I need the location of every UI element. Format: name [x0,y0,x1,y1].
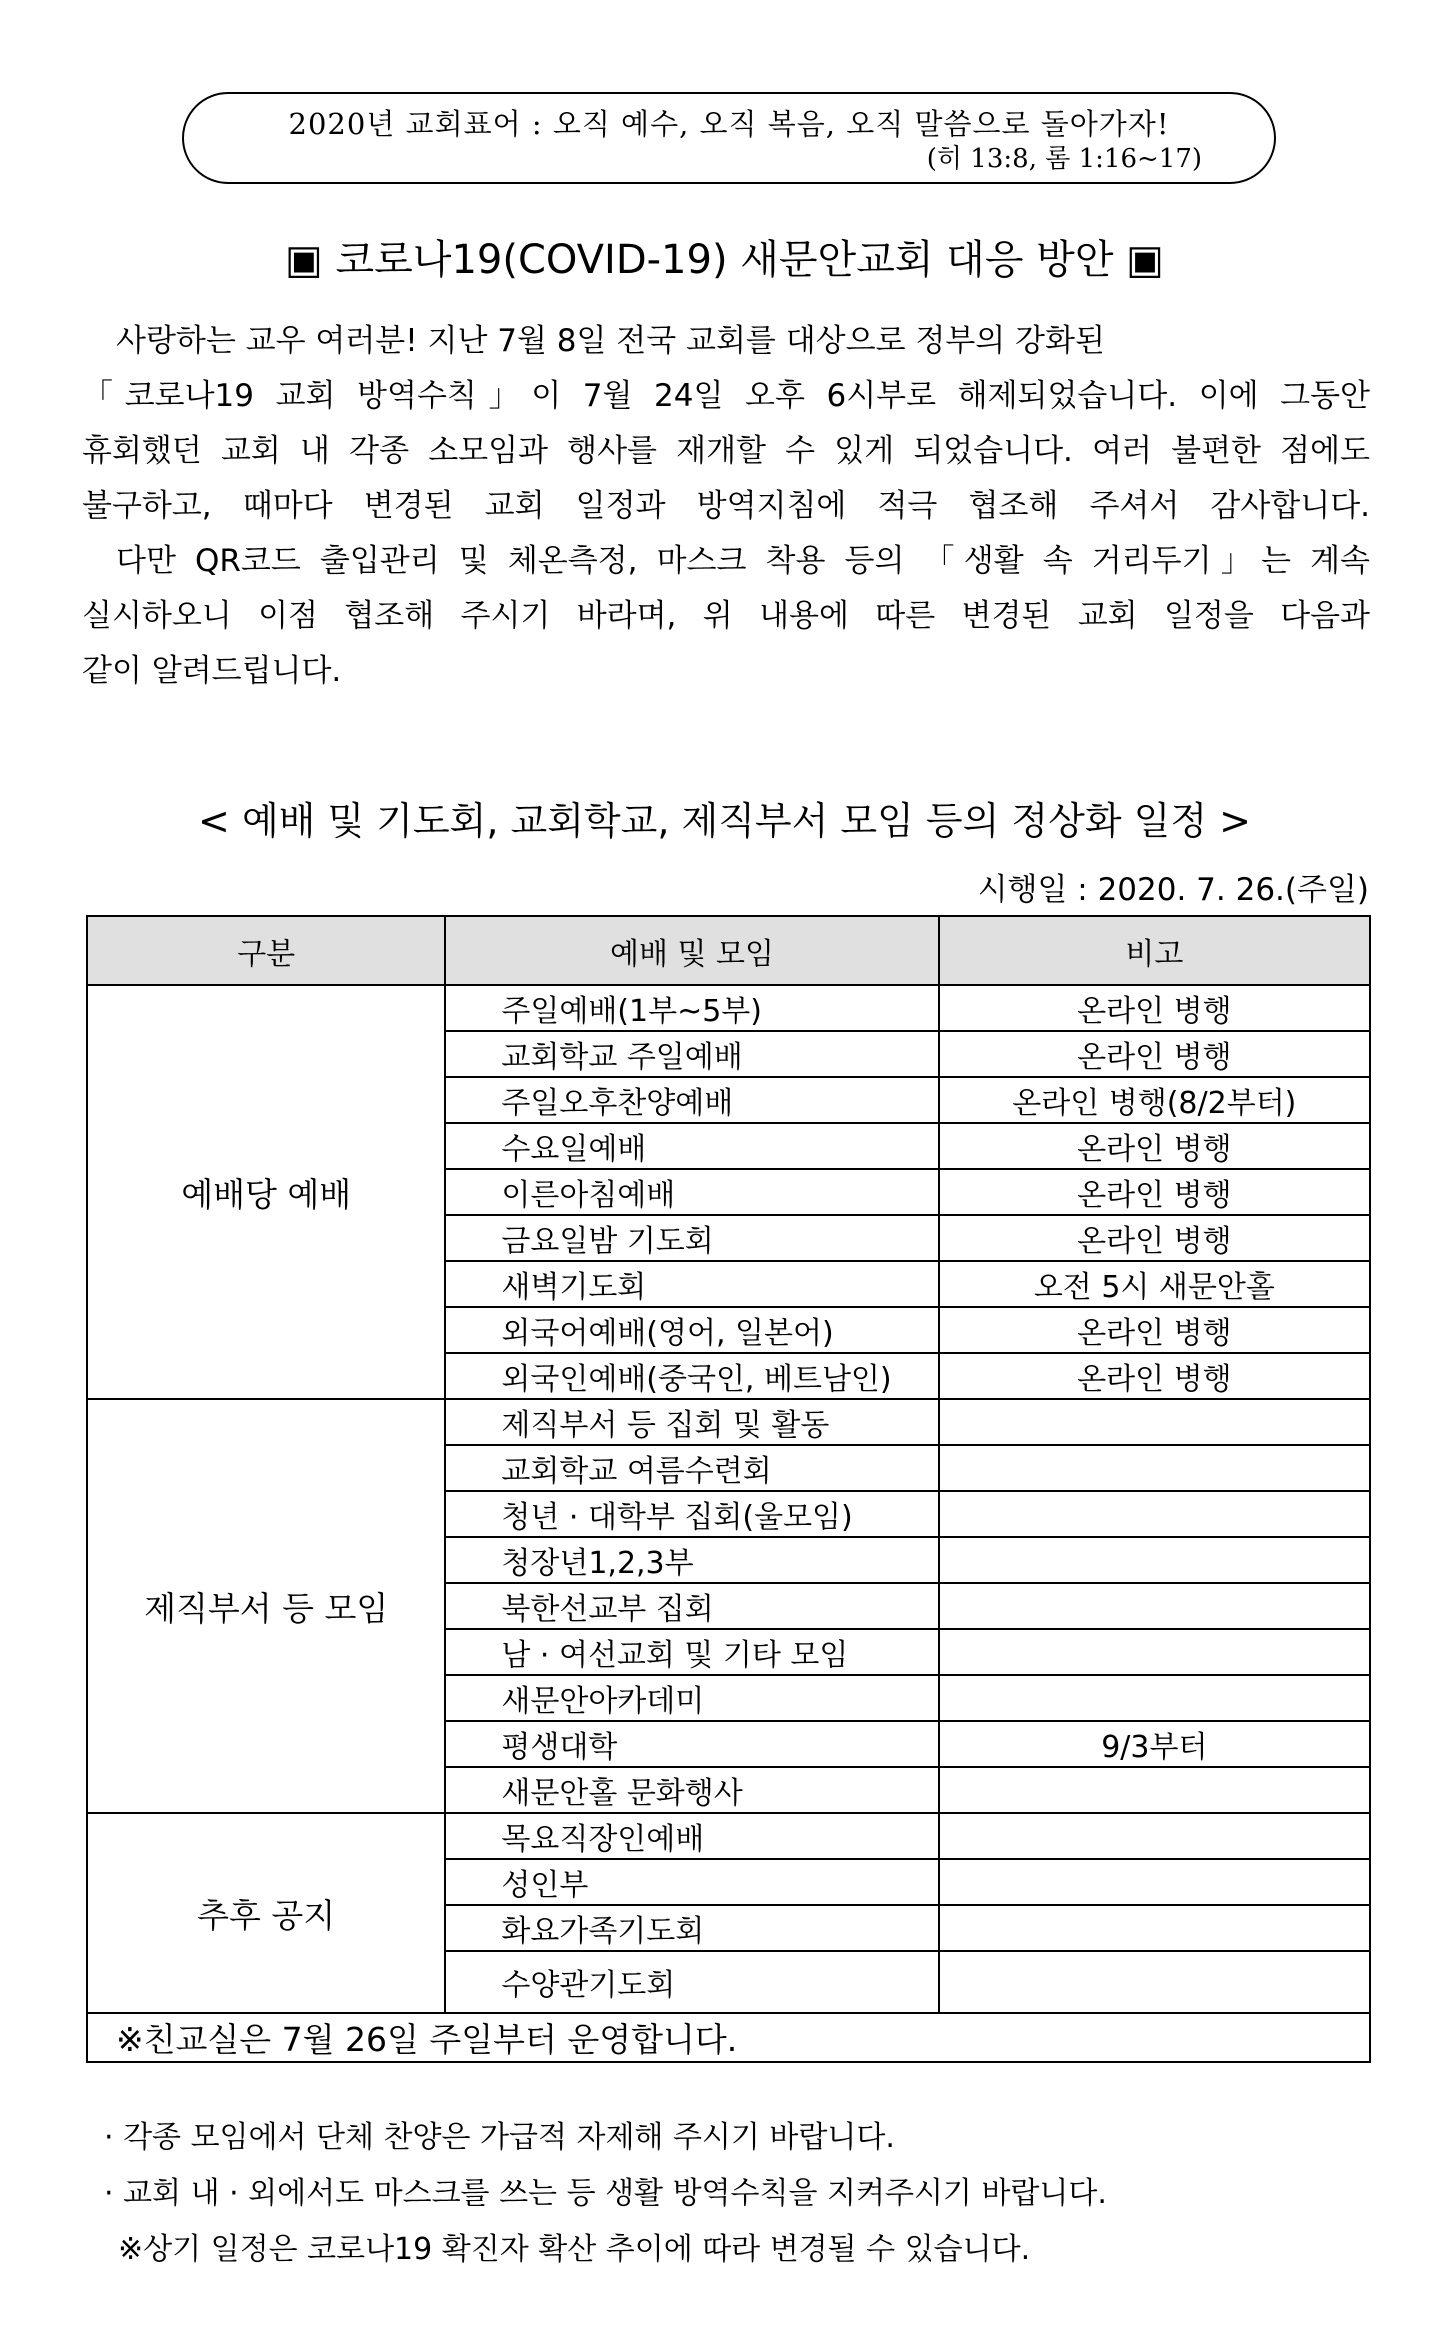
schedule-table [86,915,1371,2063]
note-cell [939,1491,1370,1537]
item-cell: 이른아침예배 [445,1169,938,1215]
note-cell [939,1537,1370,1583]
note-cell [939,1445,1370,1491]
category-cell: 추후 공지 [87,1813,445,2013]
motto-line-1: 2020년 교회표어 : 오직 예수, 오직 복음, 오직 말씀으로 돌아가자! [288,107,1170,141]
item-cell: 교회학교 주일예배 [445,1031,938,1077]
table-row [87,1813,1370,1859]
header-note: 비고 [939,916,1370,985]
notes-section [104,2110,1107,2278]
note-cell: 오전 5시 새문안홀 [939,1261,1370,1307]
note-line: ※상기 일정은 코로나19 확진자 확산 추이에 따라 변경될 수 있습니다. [118,2232,1031,2267]
item-cell: 주일오후찬양예배 [445,1077,938,1123]
table-footer-row [87,2013,1370,2062]
item-cell: 제직부서 등 집회 및 활동 [445,1399,938,1445]
item-cell: 새벽기도회 [445,1261,938,1307]
note-cell: 온라인 병행 [939,1215,1370,1261]
item-cell: 청장년1,2,3부 [445,1537,938,1583]
item-cell: 주일예배(1부~5부) [445,985,938,1031]
note-cell: 온라인 병행 [939,1031,1370,1077]
para2-line-3: 같이 알려드립니다. [82,653,342,689]
note-cell [939,1675,1370,1721]
item-cell: 청년 · 대학부 집회(울모임) [445,1491,938,1537]
note-line: · 각종 모임에서 단체 찬양은 가급적 자제해 주시기 바랍니다. [104,2120,895,2155]
item-cell: 남 · 여선교회 및 기타 모임 [445,1629,938,1675]
item-cell: 성인부 [445,1859,938,1905]
note-cell: 온라인 병행 [939,1307,1370,1353]
para1-line-3: 휴회했던 교회 내 각종 소모임과 행사를 재개할 수 있게 되었습니다. 여러 불편한 점에도 [82,433,1370,469]
item-cell: 외국인예배(중국인, 베트남인) [445,1353,938,1399]
para1-line-1: 사랑하는 교우 여러분! 지난 7월 8일 전국 교회를 대상으로 정부의 강화된 [116,323,1105,359]
table-row [87,985,1370,1031]
table-row [87,1399,1370,1445]
item-cell: 새문안아카데미 [445,1675,938,1721]
item-cell: 수요일예배 [445,1123,938,1169]
note-cell: 온라인 병행 [939,1353,1370,1399]
note-cell: 9/3부터 [939,1721,1370,1767]
item-cell: 금요일밤 기도회 [445,1215,938,1261]
para2-line-1: 다만 QR코드 출입관리 및 체온측정, 마스크 착용 등의 「생활 속 거리두기」는 계속 [116,543,1370,579]
para2-line-2: 실시하오니 이점 협조해 주시기 바라며, 위 내용에 따른 변경된 교회 일정을 다음과 [82,598,1370,634]
item-cell: 화요가족기도회 [445,1905,938,1951]
note-cell [939,1399,1370,1445]
motto-line-2: (히 13:8, 롬 1:16~17) [926,144,1202,174]
category-cell: 예배당 예배 [87,985,445,1399]
header-category: 구분 [87,916,445,985]
item-cell: 새문안홀 문화행사 [445,1767,938,1813]
note-cell [939,1767,1370,1813]
item-cell: 목요직장인예배 [445,1813,938,1859]
item-cell: 북한선교부 집회 [445,1583,938,1629]
note-cell: 온라인 병행 [939,985,1370,1031]
note-cell [939,1813,1370,1859]
note-cell [939,1583,1370,1629]
page-title: ▣ 코로나19(COVID-19) 새문안교회 대응 방안 ▣ [285,237,1164,283]
note-cell [939,1951,1370,2013]
note-cell [939,1859,1370,1905]
para1-line-4: 불구하고, 때마다 변경된 교회 일정과 방역지침에 적극 협조해 주셔서 감사합니다. [82,488,1370,524]
table-header-row [87,916,1370,985]
note-cell [939,1905,1370,1951]
effective-date: 시행일 : 2020. 7. 26.(주일) [977,872,1369,908]
intro-text [82,314,1370,699]
item-cell: 수양관기도회 [445,1951,938,2013]
note-cell: 온라인 병행(8/2부터) [939,1077,1370,1123]
item-cell: 외국어예배(영어, 일본어) [445,1307,938,1353]
para1-line-2: 「코로나19 교회 방역수칙」이 7월 24일 오후 6시부로 해제되었습니다. 이에 그동안 [82,378,1370,414]
item-cell: 평생대학 [445,1721,938,1767]
schedule-subtitle: < 예배 및 기도회, 교회학교, 제직부서 모임 등의 정상화 일정 > [198,799,1251,843]
note-cell [939,1629,1370,1675]
note-cell: 온라인 병행 [939,1123,1370,1169]
category-cell: 제직부서 등 모임 [87,1399,445,1813]
note-line: · 교회 내 · 외에서도 마스크를 쓰는 등 생활 방역수칙을 지켜주시기 바랍니다. [104,2176,1107,2211]
note-cell: 온라인 병행 [939,1169,1370,1215]
church-motto-box [182,92,1276,184]
table-footer-note: ※친교실은 7월 26일 주일부터 운영합니다. [87,2013,1370,2062]
header-item: 예배 및 모임 [445,916,938,985]
item-cell: 교회학교 여름수련회 [445,1445,938,1491]
